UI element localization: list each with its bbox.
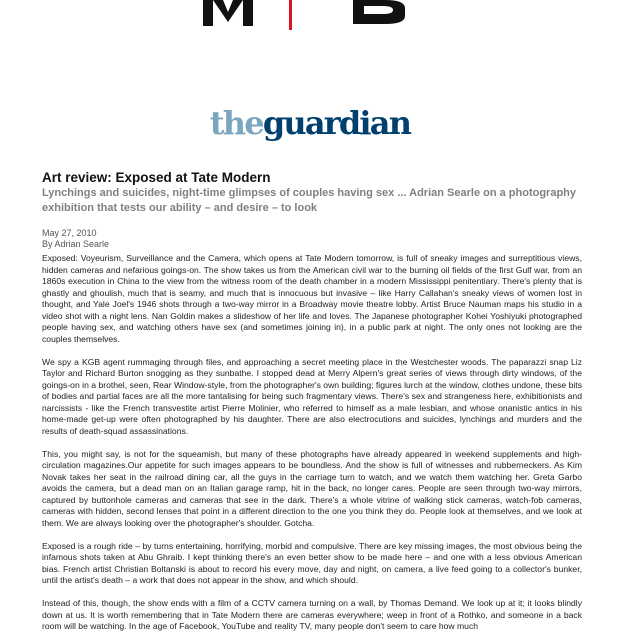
article-paragraph: Exposed is a rough ride – by turns entertaining, horrifying, morbid and compulsive. There are key missing images, the most obvious being the infamous shots taken at Abu Ghraib. I kept thinking there's an even better show to be made here – and one with a less obvious American bias. French artist Christian Boltanski is about to record his every move, day and night, on camera, a live feed going to a collector's bunker, until the artist's death – a work that does not appear in the show, and which should. [42, 540, 582, 585]
top-logo [195, 0, 410, 32]
article-paragraph: Instead of this, though, the show ends with a film of a CCTV camera turning on a wall, by Thomas Demand. We look up at it; it looks blindly down at us. It is worth remembering that in Tate Modern there are cameras everywhere; weep in front of a Rothko, and someone in a back room will be watching. In the age of Facebook, YouTube and reality TV, many people don't seem to care how much [42, 598, 582, 631]
article-paragraph: This, you might say, is not for the squeamish, but many of these photographs have already appeared in weekend supplements and high-circulation magazines.Our appetite for such images appears to be boundless. And the show is full of witnesses and rubberneckers. As Kim Novak takes her seat in the railroad dining car, all the guys in the carriage turn to watch, and we watch them watching her. Greta Garbo avoids the camera, but a dead man on an Italian garage ramp, hit in the back, no longer cares. People are seen through two-way mirrors, captured by buttonhole cameras and cameras that see in the dark. There's a whole vitrine of walking stick cameras, watch-fob cameras, cameras with hidden, second lenses that point in a different direction to the one you think they do. People look at themselves, and we look at them. We are always looking over the photographer's shoulder. Gotcha. [42, 448, 582, 528]
article-headline: Art review: Exposed at Tate Modern [42, 170, 271, 185]
masthead-name: guardian [262, 104, 411, 142]
article-standfirst: Lynchings and suicides, night-time glimpses of couples having sex ... Adrian Searle on a photography exhibition that tests our ability – and desire – to look [42, 187, 577, 214]
article-author: By Adrian Searle [42, 239, 110, 249]
masthead-the: the [209, 104, 263, 142]
article-paragraph: Exposed: Voyeurism, Surveillance and the Camera, which opens at Tate Modern tomorrow, is full of sneaky images and surreptitious views, hidden cameras and nefarious goings-on. The show takes us from the American civil war to the burning oil fields of the first Gulf war, from an 1860s execution in China to the view from the witness room of the death chamber in a modern Mississippi penitentiary. There's plenty that is ghastly and ghoulish, much that is seamy, and much that is innocuous but invasive – like Harry Callahan's sneaky views of women lost in thought, and Yale Joel's 1946 shots through a two-way mirror in a Broadway movie theatre lobby. Artist Bruce Nauman maps his studio in a video shot with a night lens. Nan Goldin makes a slideshow of her life and loves. The Japanese photographer Kohei Yoshiyuki photographed people having sex, and watching others have sex (and sometimes joining in), in a public park at night. The only ones not looking are the couples themselves. [42, 253, 582, 344]
article-body [42, 253, 582, 644]
guardian-logo [0, 101, 620, 145]
article-date: May 27, 2010 [42, 228, 97, 238]
byline-block [42, 228, 109, 250]
article-paragraph: We spy a KGB agent rummaging through files, and approaching a secret meeting place in the Westchester woods. The paparazzi snap Liz Taylor and Richard Burton snogging as they sunbathe. I stopped dead at Merry Alpern's great series of views through dirty windows, of the goings-on in a brothel, seen, Rear Window-style, from the photographer's own building; figures lurch at the window, clothes undone, these bits of bodies and partial faces are all the more tantalising for being such fragmentary views. There's sex and strangeness here, exhibitionists and narcissists - like the French transvestite artist Pierre Molinier, who referred to himself as a male lesbian, and whose onanistic antics in his home-made get-up were often photographed by his daughter. There are also electrocutions and suicides, lynchings and murders and the results of death-squad assassinations. [42, 356, 582, 436]
